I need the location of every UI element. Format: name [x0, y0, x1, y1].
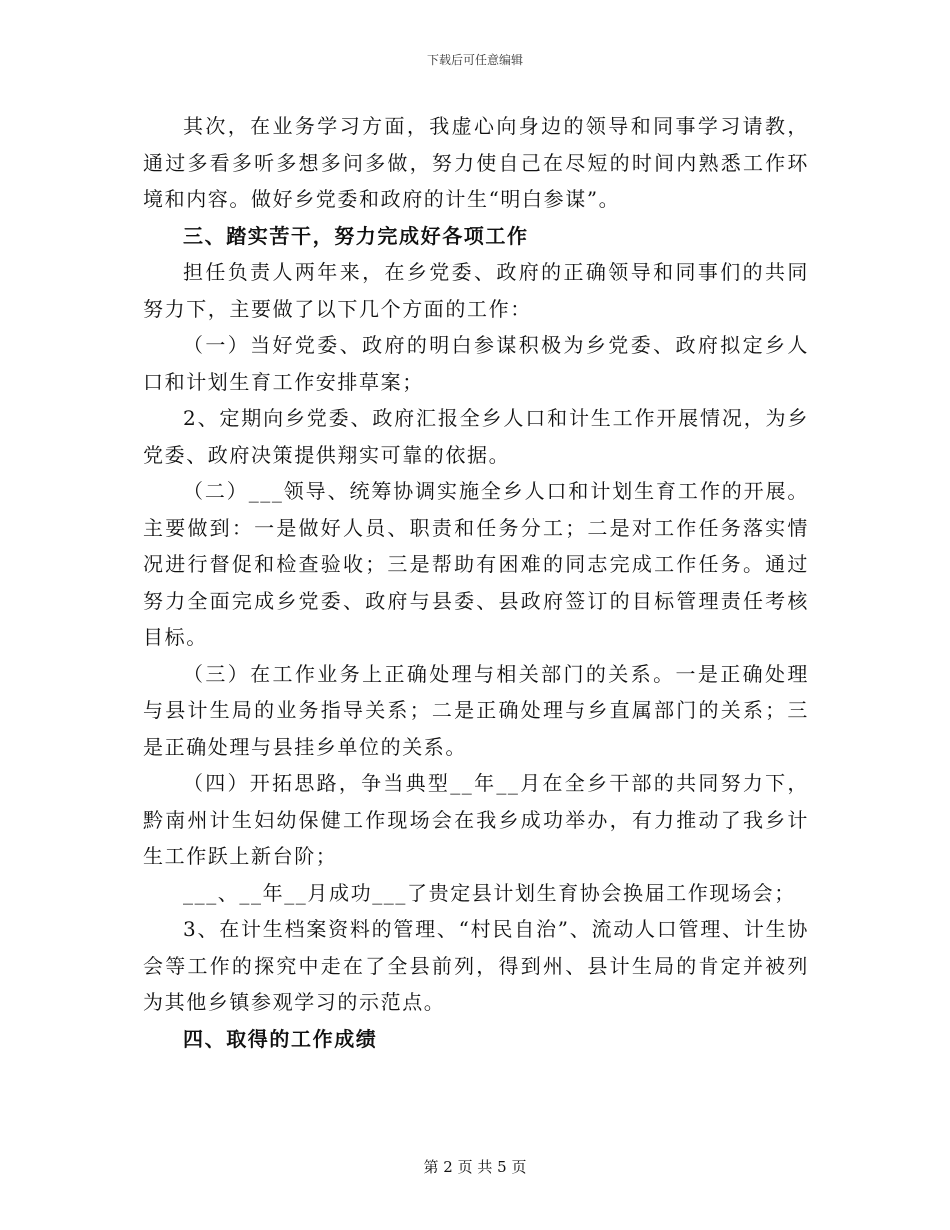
paragraph-2: 担任负责人两年来，在乡党委、政府的正确领导和同事们的共同努力下，主要做了以下几个方面的工作：	[143, 260, 809, 321]
paragraph-1: 其次，在业务学习方面，我虚心向身边的领导和同事学习请教，通过多看多听多想多问多做，努力使自己在尽短的时间内熟悉工作环境和内容。做好乡党委和政府的计生“明白参谋”。	[143, 114, 809, 211]
paragraph-5: （二）___领导、统筹协调实施全乡人口和计划生育工作的开展。主要做到：一是做好人员、职责和任务分工；二是对工作任务落实情况进行督促和检查验收；三是帮助有困难的同志完成工作任务。通过努力全面完成乡党委、政府与县委、县政府签订的目标管理责任考核目标。	[143, 479, 809, 649]
paragraph-4: 2、定期向乡党委、政府汇报全乡人口和计生工作开展情况，为乡党委、政府决策提供翔实可靠的依据。	[143, 406, 809, 467]
paragraph-7: （四）开拓思路，争当典型__年__月在全乡干部的共同努力下，黔南州计生妇幼保健工作现场会在我乡成功举办，有力推动了我乡计生工作跃上新台阶；	[143, 771, 809, 868]
page-header: 下载后可任意编辑	[426, 53, 523, 67]
section-heading-3: 三、踏实苦干，努力完成好各项工作	[183, 223, 529, 248]
document-body	[143, 108, 809, 1057]
paragraph-3: （一）当好党委、政府的明白参谋积极为乡党委、政府拟定乡人口和计划生育工作安排草案；	[143, 333, 809, 394]
paragraph-8: ___、__年__月成功___了贵定县计划生育协会换届工作现场会；	[183, 880, 796, 905]
paragraph-6: （三）在工作业务上正确处理与相关部门的关系。一是正确处理与县计生局的业务指导关系；二是正确处理与乡直属部门的关系；三是正确处理与县挂乡单位的关系。	[143, 661, 809, 759]
paragraph-9: 3、在计生档案资料的管理、“村民自治”、流动人口管理、计生协会等工作的探究中走在了全县前列，得到州、县计生局的肯定并被列为其他乡镇参观学习的示范点。	[143, 917, 809, 1014]
page-number: 第 2 页 共 5 页	[423, 1158, 527, 1176]
section-heading-4: 四、取得的工作成绩	[183, 1026, 378, 1051]
